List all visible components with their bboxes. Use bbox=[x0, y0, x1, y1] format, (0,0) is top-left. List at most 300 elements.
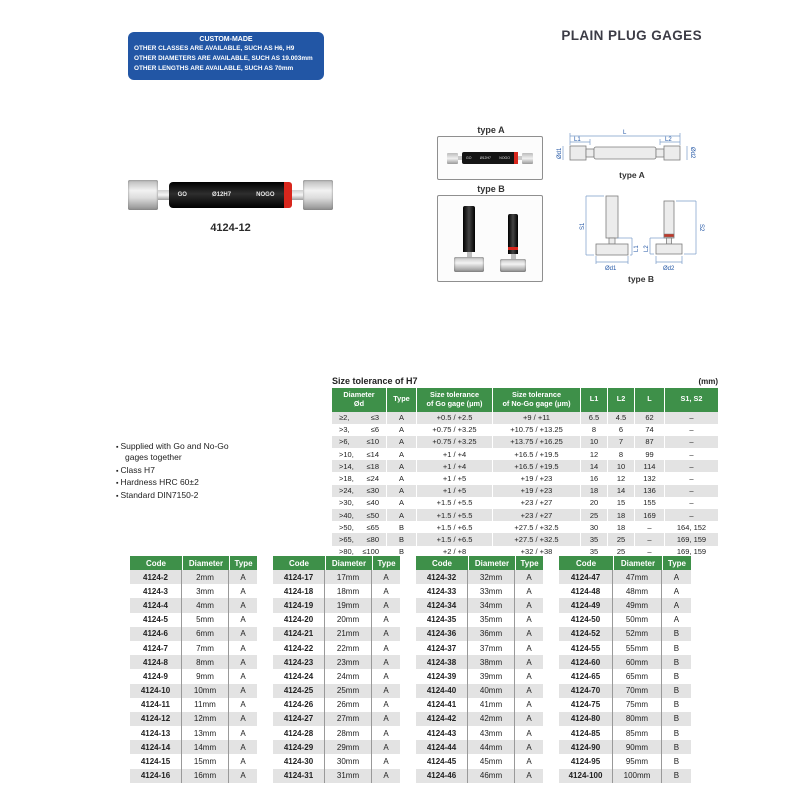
code-table-body bbox=[416, 570, 543, 783]
table-cell: 80mm bbox=[613, 712, 662, 726]
table-cell: 4124-23 bbox=[273, 655, 325, 669]
table-cell: 4124-95 bbox=[559, 754, 613, 768]
table-cell: +23 / +27 bbox=[492, 509, 580, 521]
table-cell: 12 bbox=[580, 448, 607, 460]
type-a-photo-caption: type A bbox=[477, 125, 505, 135]
table-cell: 4124-8 bbox=[130, 655, 182, 669]
table-cell: A bbox=[240, 586, 246, 596]
diameter-part: ≤40 bbox=[366, 498, 379, 508]
diameter-range bbox=[334, 474, 384, 483]
table-cell: +1.5 / +5.5 bbox=[416, 509, 492, 521]
table-cell: A bbox=[526, 615, 532, 625]
diameter-cell bbox=[332, 521, 386, 533]
column-header: Type bbox=[229, 556, 257, 570]
table-row bbox=[332, 533, 718, 545]
code-table-grid bbox=[273, 556, 400, 783]
table-cell: A bbox=[229, 769, 257, 783]
table-cell: 42mm bbox=[468, 712, 515, 726]
code-table-grid bbox=[559, 556, 691, 783]
table-cell: 18 bbox=[607, 509, 634, 521]
header-row bbox=[416, 556, 543, 570]
table-cell: A bbox=[386, 485, 416, 497]
table-cell: 43mm bbox=[468, 726, 515, 740]
custom-made-box bbox=[128, 32, 324, 80]
table-cell: 4124-34 bbox=[416, 598, 468, 612]
table-cell: A bbox=[383, 671, 389, 681]
table-row bbox=[273, 655, 400, 669]
dim-label-L2: L2 bbox=[665, 137, 672, 143]
diameter-part: >65, bbox=[339, 534, 354, 544]
table-cell: 4124-13 bbox=[130, 726, 182, 740]
mini-go-label: GO bbox=[466, 156, 472, 160]
table-row bbox=[559, 754, 691, 768]
feature-item: ▪ Class H7 bbox=[116, 465, 254, 476]
table-row bbox=[416, 641, 543, 655]
column-header: Diameter Ød bbox=[332, 388, 386, 412]
table-cell: A bbox=[240, 700, 246, 710]
table-cell: 4124-3 bbox=[130, 584, 182, 598]
column-header: L2 bbox=[607, 388, 634, 412]
table-cell: 4124-46 bbox=[416, 769, 468, 783]
vertical-red-band bbox=[508, 247, 518, 250]
table-row bbox=[130, 754, 257, 768]
diameter-part: ≤10 bbox=[366, 437, 379, 447]
diameter-cell bbox=[332, 436, 386, 448]
diameter-part: >40, bbox=[339, 510, 354, 520]
table-row bbox=[559, 584, 691, 598]
table-cell: +27.5 / +32.5 bbox=[492, 521, 580, 533]
features-list bbox=[116, 441, 254, 502]
table-cell: A bbox=[386, 460, 416, 472]
table-cell: 4mm bbox=[182, 598, 229, 612]
table-row bbox=[273, 769, 400, 783]
table-cell: 50mm bbox=[613, 613, 662, 627]
table-row bbox=[273, 726, 400, 740]
table-cell: 100mm bbox=[613, 769, 662, 783]
table-row bbox=[130, 712, 257, 726]
code-table-4 bbox=[559, 556, 691, 783]
feature-item: ▪ Standard DIN7150-2 bbox=[116, 490, 254, 501]
table-row bbox=[332, 472, 718, 484]
column-header: Type bbox=[662, 556, 691, 570]
table-row bbox=[332, 497, 718, 509]
table-cell: 10mm bbox=[182, 684, 229, 698]
table-cell: 4124-15 bbox=[130, 754, 182, 768]
column-header: Code bbox=[273, 556, 325, 570]
table-row bbox=[416, 726, 543, 740]
column-header: Type bbox=[515, 556, 543, 570]
table-cell: 20 bbox=[580, 497, 607, 509]
table-cell: B bbox=[662, 712, 691, 726]
table-cell: 4124-36 bbox=[416, 627, 468, 641]
diameter-cell bbox=[332, 485, 386, 497]
table-cell: 164, 152 bbox=[664, 521, 718, 533]
table-cell: A bbox=[383, 615, 389, 625]
table-row bbox=[559, 598, 691, 612]
table-cell: 60mm bbox=[613, 655, 662, 669]
table-cell: 4124-42 bbox=[416, 712, 468, 726]
type-b-drawing bbox=[570, 192, 712, 272]
table-cell: A bbox=[229, 712, 257, 726]
table-cell: 4124-26 bbox=[273, 698, 325, 712]
table-cell: B bbox=[662, 627, 691, 641]
gage-handle bbox=[169, 182, 284, 208]
table-cell: 48mm bbox=[613, 584, 662, 598]
table-cell: 4124-14 bbox=[130, 740, 182, 754]
table-cell: 4124-80 bbox=[559, 712, 613, 726]
table-row bbox=[559, 613, 691, 627]
table-cell: B bbox=[673, 728, 680, 738]
type-b-drawing-caption: type B bbox=[628, 274, 654, 284]
diameter-part: >24, bbox=[339, 486, 354, 496]
table-cell: 25 bbox=[607, 546, 634, 558]
table-cell: 4124-25 bbox=[273, 684, 325, 698]
diameter-part: ≤6 bbox=[370, 425, 379, 435]
table-row bbox=[273, 698, 400, 712]
tolerance-table-section bbox=[332, 376, 718, 558]
table-cell: 6mm bbox=[182, 627, 229, 641]
table-cell: – bbox=[664, 412, 718, 424]
table-cell: 4124-5 bbox=[130, 613, 182, 627]
table-cell: 4124-100 bbox=[559, 769, 613, 783]
table-row bbox=[559, 684, 691, 698]
table-cell: 169, 159 bbox=[664, 546, 718, 558]
table-cell: 22mm bbox=[325, 641, 372, 655]
column-header: Type bbox=[386, 388, 416, 412]
table-cell: +1.5 / +5.5 bbox=[416, 497, 492, 509]
table-cell: 25mm bbox=[325, 684, 372, 698]
table-cell: 8mm bbox=[182, 655, 229, 669]
table-row bbox=[559, 627, 691, 641]
table-cell: 10 bbox=[580, 436, 607, 448]
table-cell: A bbox=[372, 712, 400, 726]
table-cell: 4124-90 bbox=[559, 740, 613, 754]
header-row bbox=[273, 556, 400, 570]
table-cell: B bbox=[662, 769, 691, 783]
table-cell: – bbox=[664, 460, 718, 472]
table-cell: 13mm bbox=[182, 726, 229, 740]
diameter-part: ≤80 bbox=[366, 534, 379, 544]
table-cell: 4124-28 bbox=[273, 726, 325, 740]
tolerance-table-body bbox=[332, 412, 718, 558]
table-cell: A bbox=[662, 570, 691, 584]
table-cell: 19mm bbox=[325, 598, 372, 612]
table-cell: 46mm bbox=[468, 769, 515, 783]
diameter-part: ≥2, bbox=[339, 413, 350, 423]
table-cell: B bbox=[386, 521, 416, 533]
table-cell: A bbox=[240, 643, 246, 653]
diameter-range bbox=[334, 437, 384, 446]
diameter-part: ≤18 bbox=[366, 461, 379, 471]
table-row bbox=[130, 726, 257, 740]
table-cell: +32 / +38 bbox=[492, 546, 580, 558]
table-row bbox=[416, 613, 543, 627]
column-header: Diameter bbox=[325, 556, 372, 570]
diameter-cell bbox=[332, 448, 386, 460]
table-cell: A bbox=[383, 700, 389, 710]
column-header: Size tolerance of No-Go gage (μm) bbox=[492, 388, 580, 412]
table-cell: A bbox=[386, 436, 416, 448]
table-cell: 18 bbox=[580, 485, 607, 497]
table-cell: +1 / +5 bbox=[416, 472, 492, 484]
table-cell: 49mm bbox=[613, 598, 662, 612]
type-a-drawing-caption: type A bbox=[619, 170, 645, 180]
table-cell: A bbox=[229, 570, 257, 584]
table-cell: 36mm bbox=[468, 627, 515, 641]
vertical-gage-1 bbox=[454, 206, 484, 272]
table-cell: – bbox=[634, 521, 664, 533]
table-row bbox=[273, 641, 400, 655]
tolerance-table bbox=[332, 388, 718, 558]
diameter-part: >3, bbox=[339, 425, 350, 435]
table-row bbox=[332, 485, 718, 497]
table-cell: A bbox=[372, 655, 400, 669]
table-cell: 4124-47 bbox=[559, 570, 613, 584]
table-cell: 31mm bbox=[325, 769, 372, 783]
table-cell: +19 / +23 bbox=[492, 485, 580, 497]
table-cell: B bbox=[673, 671, 680, 681]
table-cell: 25 bbox=[607, 533, 634, 545]
code-table-head bbox=[416, 556, 543, 570]
table-cell: 39mm bbox=[468, 669, 515, 683]
table-cell: 4124-35 bbox=[416, 613, 468, 627]
table-row bbox=[416, 698, 543, 712]
nogo-label: NOGO bbox=[256, 192, 275, 198]
table-row bbox=[559, 769, 691, 783]
table-cell: 17mm bbox=[325, 570, 372, 584]
table-row bbox=[130, 684, 257, 698]
diameter-part: ≤65 bbox=[366, 522, 379, 532]
table-cell: 8 bbox=[580, 424, 607, 436]
table-cell: 8 bbox=[607, 448, 634, 460]
table-cell: A bbox=[229, 627, 257, 641]
table-row bbox=[559, 655, 691, 669]
table-cell: B bbox=[386, 546, 416, 558]
table-cell: – bbox=[664, 509, 718, 521]
table-cell: 4124-16 bbox=[130, 769, 182, 783]
table-cell: 4124-18 bbox=[273, 584, 325, 598]
table-cell: 33mm bbox=[468, 584, 515, 598]
vertical-handle-1 bbox=[463, 206, 475, 252]
table-row bbox=[130, 669, 257, 683]
table-cell: 38mm bbox=[468, 655, 515, 669]
dim-label-d1b: Ød1 bbox=[605, 266, 617, 272]
code-table-head bbox=[130, 556, 257, 570]
table-row bbox=[559, 698, 691, 712]
table-row bbox=[332, 412, 718, 424]
table-row bbox=[332, 424, 718, 436]
table-row bbox=[273, 712, 400, 726]
mini-handle bbox=[462, 152, 514, 164]
table-row bbox=[273, 570, 400, 584]
table-cell: 32mm bbox=[468, 570, 515, 584]
page-title: PLAIN PLUG GAGES bbox=[561, 28, 702, 43]
diameter-range bbox=[334, 413, 384, 422]
diameter-part: ≤100 bbox=[362, 547, 379, 557]
table-cell: 95mm bbox=[613, 754, 662, 768]
table-cell: 30 bbox=[580, 521, 607, 533]
mini-size-label: Ø12H7 bbox=[479, 156, 491, 160]
table-cell: 4124-9 bbox=[130, 669, 182, 683]
code-table-2 bbox=[273, 556, 400, 783]
diameter-range bbox=[334, 498, 384, 507]
table-cell: A bbox=[372, 769, 400, 783]
table-cell: A bbox=[383, 728, 389, 738]
table-row bbox=[416, 769, 543, 783]
table-cell: A bbox=[515, 769, 543, 783]
column-header: Diameter bbox=[468, 556, 515, 570]
table-row bbox=[416, 655, 543, 669]
table-cell: – bbox=[664, 497, 718, 509]
table-cell: 65mm bbox=[613, 669, 662, 683]
table-cell: 4124-39 bbox=[416, 669, 468, 683]
type-a-drawing bbox=[556, 128, 708, 168]
table-cell: A bbox=[240, 615, 246, 625]
table-cell: +0.75 / +3.25 bbox=[416, 424, 492, 436]
table-cell: 45mm bbox=[468, 754, 515, 768]
table-cell: 74 bbox=[634, 424, 664, 436]
table-cell: 25 bbox=[580, 509, 607, 521]
table-cell: 23mm bbox=[325, 655, 372, 669]
type-b-photo-box bbox=[437, 195, 543, 282]
code-table-1 bbox=[130, 556, 257, 783]
gage-right-shaft bbox=[292, 190, 303, 200]
table-row bbox=[416, 584, 543, 598]
custom-box-line: OTHER DIAMETERS ARE AVAILABLE, SUCH AS 19.003mm bbox=[134, 54, 313, 62]
header-row bbox=[130, 556, 257, 570]
table-cell: 4124-70 bbox=[559, 684, 613, 698]
table-cell: 35 bbox=[580, 546, 607, 558]
table-row bbox=[273, 584, 400, 598]
tolerance-table-title: Size tolerance of H7 bbox=[332, 376, 418, 386]
table-cell: B bbox=[673, 643, 680, 653]
table-cell: 4124-19 bbox=[273, 598, 325, 612]
table-cell: A bbox=[662, 598, 691, 612]
table-cell: – bbox=[634, 533, 664, 545]
diameter-part: >6, bbox=[339, 437, 350, 447]
dim-label-L2: L2 bbox=[644, 245, 650, 252]
table-cell: 4124-2 bbox=[130, 570, 182, 584]
table-cell: – bbox=[664, 485, 718, 497]
custom-box-line: OTHER LENGTHS ARE AVAILABLE, SUCH AS 70mm bbox=[134, 64, 294, 72]
dim-label-d2: Ød2 bbox=[689, 147, 695, 159]
table-cell: 4124-12 bbox=[130, 712, 182, 726]
table-cell: 12 bbox=[607, 472, 634, 484]
table-cell: 4124-49 bbox=[559, 598, 613, 612]
diameter-part: >30, bbox=[339, 498, 354, 508]
table-cell: A bbox=[229, 598, 257, 612]
table-row bbox=[416, 684, 543, 698]
vertical-base-1 bbox=[454, 257, 484, 272]
table-row bbox=[273, 684, 400, 698]
table-cell: +0.75 / +3.25 bbox=[416, 436, 492, 448]
vertical-base-2 bbox=[500, 259, 526, 272]
table-cell: 4124-52 bbox=[559, 627, 613, 641]
table-cell: A bbox=[240, 671, 246, 681]
table-cell: 18mm bbox=[325, 584, 372, 598]
dim-label-d1: Ød1 bbox=[557, 147, 563, 159]
table-row bbox=[332, 448, 718, 460]
diameter-part: >10, bbox=[339, 449, 354, 459]
gage-right-cap bbox=[303, 180, 333, 210]
table-cell: A bbox=[383, 643, 389, 653]
code-table-grid bbox=[416, 556, 543, 783]
code-table-grid bbox=[130, 556, 257, 783]
table-row bbox=[416, 740, 543, 754]
table-row bbox=[332, 521, 718, 533]
table-row bbox=[130, 698, 257, 712]
code-table-body bbox=[130, 570, 257, 783]
table-cell: 4124-37 bbox=[416, 641, 468, 655]
tolerance-table-titlebar bbox=[332, 376, 718, 386]
table-cell: 114 bbox=[634, 460, 664, 472]
table-cell: A bbox=[386, 424, 416, 436]
table-row bbox=[559, 570, 691, 584]
diameter-part: ≤50 bbox=[366, 510, 379, 520]
table-row bbox=[559, 669, 691, 683]
header-row bbox=[559, 556, 691, 570]
mini-nogo-label: NOGO bbox=[499, 156, 510, 160]
go-label: GO bbox=[177, 192, 187, 198]
table-row bbox=[416, 627, 543, 641]
table-cell: 26mm bbox=[325, 698, 372, 712]
table-cell: A bbox=[386, 497, 416, 509]
table-row bbox=[273, 627, 400, 641]
table-cell: A bbox=[372, 684, 400, 698]
table-cell: A bbox=[229, 655, 257, 669]
dim-label-S2: S2 bbox=[698, 224, 704, 232]
table-cell: 4124-43 bbox=[416, 726, 468, 740]
table-cell: 4124-65 bbox=[559, 669, 613, 683]
table-cell: – bbox=[634, 546, 664, 558]
column-header: Size tolerance of Go gage (μm) bbox=[416, 388, 492, 412]
table-row bbox=[416, 669, 543, 683]
table-row bbox=[130, 655, 257, 669]
table-cell: A bbox=[515, 627, 543, 641]
table-cell: 37mm bbox=[468, 641, 515, 655]
table-cell: 136 bbox=[634, 485, 664, 497]
table-cell: A bbox=[526, 643, 532, 653]
diameter-range bbox=[334, 462, 384, 471]
table-cell: A bbox=[526, 586, 532, 596]
table-cell: 4124-38 bbox=[416, 655, 468, 669]
table-row bbox=[130, 570, 257, 584]
table-cell: +23 / +27 bbox=[492, 497, 580, 509]
table-cell: 2mm bbox=[182, 570, 229, 584]
table-cell: 4124-7 bbox=[130, 641, 182, 655]
diameter-part: ≤30 bbox=[366, 486, 379, 496]
table-cell: 30mm bbox=[325, 754, 372, 768]
table-cell: – bbox=[664, 472, 718, 484]
diameter-part: >14, bbox=[339, 461, 354, 471]
table-cell: 4124-21 bbox=[273, 627, 325, 641]
table-cell: 41mm bbox=[468, 698, 515, 712]
diameter-range bbox=[334, 511, 384, 520]
table-row bbox=[130, 641, 257, 655]
table-cell: 4124-32 bbox=[416, 570, 468, 584]
nogo-red-band bbox=[284, 182, 293, 208]
table-row bbox=[416, 754, 543, 768]
product-code-label: 4124-12 bbox=[210, 222, 251, 234]
tolerance-table-head bbox=[332, 388, 718, 412]
table-cell: 4124-4 bbox=[130, 598, 182, 612]
column-header: S1, S2 bbox=[664, 388, 718, 412]
table-cell: 3mm bbox=[182, 584, 229, 598]
table-cell: A bbox=[515, 740, 543, 754]
column-header: Code bbox=[416, 556, 468, 570]
table-cell: 4124-60 bbox=[559, 655, 613, 669]
table-row bbox=[559, 726, 691, 740]
